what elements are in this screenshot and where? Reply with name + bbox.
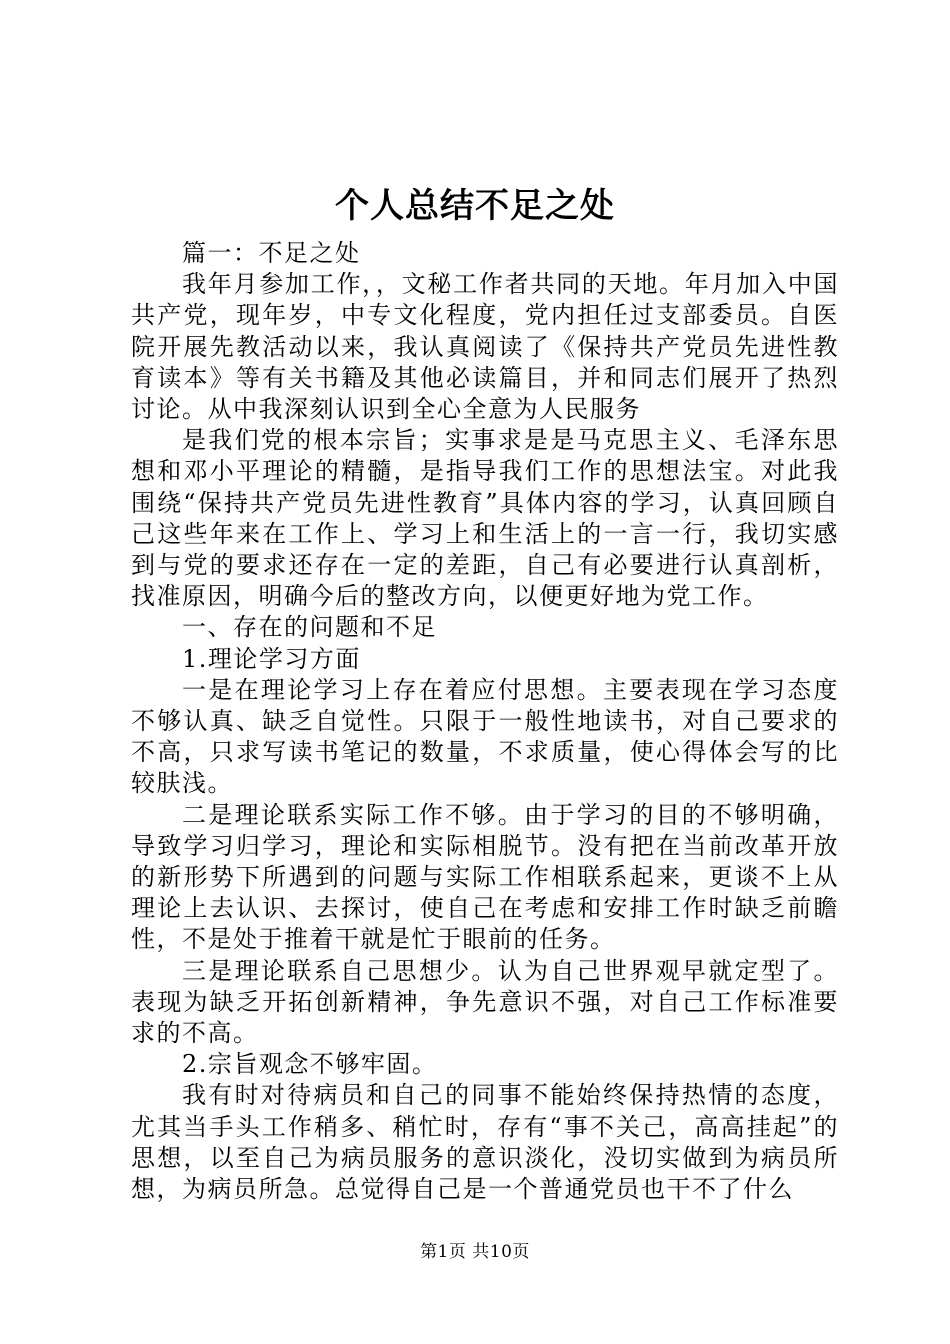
subsection-heading: 1.理论学习方面: [182, 644, 361, 673]
section-heading: 一、存在的问题和不足: [182, 613, 437, 642]
paragraph: 我年月参加工作，，文秘工作者共同的天地。年月加入中国共产党，现年岁，中专文化程度，党内担任过支部委员。自医院开展先教活动以来，我认真阅读了《保持共产党员先进性教育读本》等有关书籍及其他必读篇目，并和同志们展开了热烈讨论。从中我深刻认识到全心全意为人民服务: [131, 270, 839, 424]
paragraph: 一是在理论学习上存在着应付思想。主要表现在学习态度不够认真、缺乏自觉性。只限于一般性地读书，对自己要求的不高，只求写读书笔记的数量，不求质量，使心得体会写的比较肤浅。: [131, 675, 839, 798]
document-title: 个人总结不足之处: [335, 186, 615, 226]
paragraph: 三是理论联系自己思想少。认为自己世界观早就定型了。表现为缺乏开拓创新精神，争先意识不强，对自己工作标准要求的不高。: [131, 956, 839, 1048]
paragraph: 是我们党的根本宗旨；实事求是是马克思主义、毛泽东思想和邓小平理论的精髓，是指导我们工作的思想法宝。对此我围绕“保持共产党员先进性教育”具体内容的学习，认真回顾自己这些年来在工作上、学习上和生活上的一言一行，我切实感到与党的要求还存在一定的差距，自己有必要进行认真剖析，找准原因，明确今后的整改方向，以便更好地为党工作。: [131, 426, 839, 611]
paragraph: 二是理论联系实际工作不够。由于学习的目的不够明确，导致学习归学习，理论和实际相脱节。没有把在当前改革开放的新形势下所遇到的问题与实际工作相联系起来，更谈不上从理论上去认识、去探讨，使自己在考虑和安排工作时缺乏前瞻性，不是处于推着干就是忙于眼前的任务。: [131, 800, 839, 954]
subsection-heading: 2.宗旨观念不够牢固。: [182, 1050, 438, 1079]
section-label: 篇一：不足之处: [182, 239, 361, 267]
page-footer: 第1页 共10页: [420, 1242, 530, 1262]
paragraph: 我有时对待病员和自己的同事不能始终保持热情的态度，尤其当手头工作稍多、稍忙时，存有“事不关己，高高挂起”的思想，以至自己为病员服务的意识淡化，没切实做到为病员所想，为病员所急。总觉得自己是一个普通党员也干不了什么: [131, 1081, 839, 1204]
document-body: [131, 238, 839, 1205]
